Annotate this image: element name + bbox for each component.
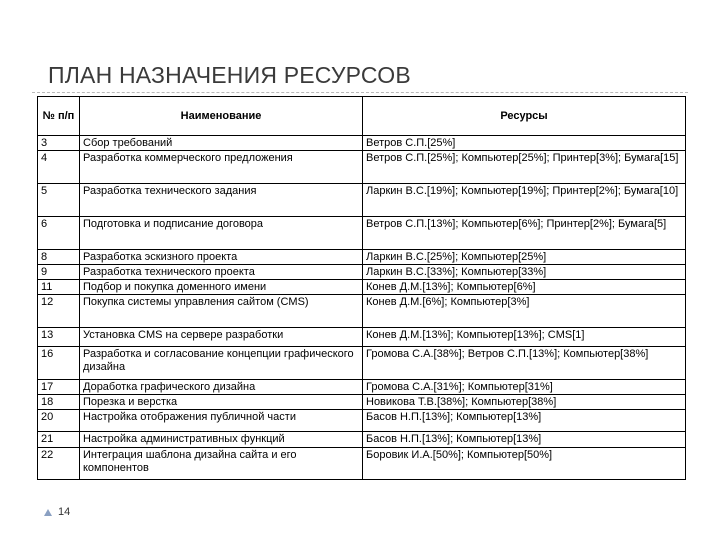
row-name: Настройка административных функций [80,432,363,448]
row-number: 13 [38,328,80,347]
row-number: 4 [38,151,80,184]
resource-assignment-table [37,96,686,480]
row-name: Разработка технического проекта [80,265,363,280]
row-number: 17 [38,380,80,395]
row-name: Установка CMS на сервере разработки [80,328,363,347]
row-name: Интеграция шаблона дизайна сайта и его компонентов [80,448,363,480]
table-row [38,295,686,328]
row-number: 3 [38,136,80,151]
table-row [38,347,686,380]
row-number: 21 [38,432,80,448]
table-row [38,136,686,151]
table-row [38,265,686,280]
row-name: Подбор и покупка доменного имени [80,280,363,295]
header-resources: Ресурсы [363,97,686,136]
row-resources: Ветров С.П.[25%]; Компьютер[25%]; Принтер[3%]; Бумага[15] [363,151,686,184]
row-name: Сбор требований [80,136,363,151]
row-name: Разработка технического задания [80,184,363,217]
row-resources: Ларкин В.С.[33%]; Компьютер[33%] [363,265,686,280]
row-number: 5 [38,184,80,217]
row-resources: Громова С.А.[31%]; Компьютер[31%] [363,380,686,395]
row-name: Покупка системы управления сайтом (CMS) [80,295,363,328]
row-name: Настройка отображения публичной части [80,410,363,432]
row-resources: Ветров С.П.[25%] [363,136,686,151]
table-row [38,448,686,480]
row-resources: Басов Н.П.[13%]; Компьютер[13%] [363,432,686,448]
row-name: Порезка и верстка [80,395,363,410]
table-row [38,151,686,184]
table-row [38,380,686,395]
table-header-row [38,97,686,136]
row-number: 16 [38,347,80,380]
row-resources: Конев Д.М.[13%]; Компьютер[13%]; CMS[1] [363,328,686,347]
header-number: № п/п [38,97,80,136]
row-name: Разработка и согласование концепции графического дизайна [80,347,363,380]
row-number: 22 [38,448,80,480]
table-row [38,184,686,217]
row-number: 6 [38,217,80,250]
page-number: 14 [58,506,71,518]
row-resources: Конев Д.М.[13%]; Компьютер[6%] [363,280,686,295]
table-row [38,328,686,347]
table-row [38,280,686,295]
row-number: 11 [38,280,80,295]
row-resources: Конев Д.М.[6%]; Компьютер[3%] [363,295,686,328]
row-number: 20 [38,410,80,432]
header-name: Наименование [80,97,363,136]
row-name: Разработка эскизного проекта [80,250,363,265]
page-marker-triangle-icon [44,509,52,516]
row-number: 9 [38,265,80,280]
row-number: 12 [38,295,80,328]
row-name: Доработка графического дизайна [80,380,363,395]
row-number: 18 [38,395,80,410]
table-row [38,217,686,250]
row-name: Подготовка и подписание договора [80,217,363,250]
row-resources: Боровик И.А.[50%]; Компьютер[50%] [363,448,686,480]
title-divider [32,92,688,93]
row-resources: Новикова Т.В.[38%]; Компьютер[38%] [363,395,686,410]
row-resources: Басов Н.П.[13%]; Компьютер[13%] [363,410,686,432]
row-number: 8 [38,250,80,265]
row-name: Разработка коммерческого предложения [80,151,363,184]
row-resources: Ларкин В.С.[19%]; Компьютер[19%]; Принтер[2%]; Бумага[10] [363,184,686,217]
table-row [38,432,686,448]
row-resources: Ларкин В.С.[25%]; Компьютер[25%] [363,250,686,265]
table-row [38,395,686,410]
row-resources: Громова С.А.[38%]; Ветров С.П.[13%]; Компьютер[38%] [363,347,686,380]
page-title: ПЛАН НАЗНАЧЕНИЯ РЕСУРСОВ [48,62,411,88]
table-row [38,250,686,265]
table-row [38,410,686,432]
row-resources: Ветров С.П.[13%]; Компьютер[6%]; Принтер[2%]; Бумага[5] [363,217,686,250]
